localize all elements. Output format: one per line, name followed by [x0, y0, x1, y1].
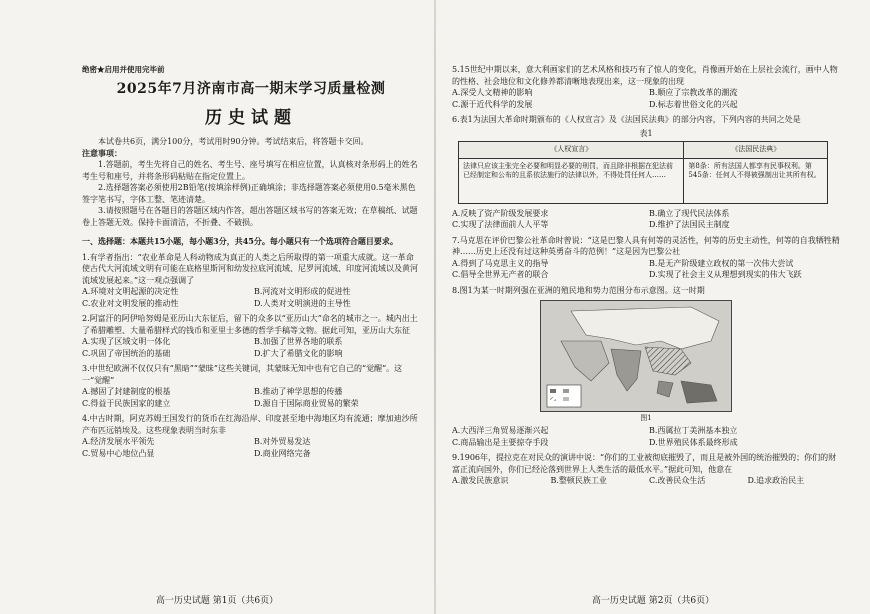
- question-stem: 7.马克思在评价巴黎公社革命时曾说：“这是巴黎人具有何等的灵活性，何等的历史主动性，何等的自我牺牲精神……历史上还没有过这种英勇奋斗的范例！”这是因为巴黎公社: [452, 235, 840, 256]
- question-stem: 3.中世纪欧洲不仅仅只有“黑暗”“蒙昧”这些关键词，其蒙昧无知中也有它自己的“觉醒”。这一“觉醒”: [82, 364, 403, 385]
- question-5: [452, 64, 840, 110]
- option-c: C.源于近代科学的发展: [452, 99, 533, 109]
- exam-title: 2025年7月济南市高一期末学习质量检测: [116, 81, 386, 97]
- option-b: B.对外贸易发达: [254, 437, 311, 446]
- question-4: [82, 413, 420, 459]
- option-c: C.改善民众生活: [649, 476, 706, 485]
- option-c: C.商品输出是主要掠夺手段: [452, 437, 549, 447]
- colonial-map-figure: [540, 300, 732, 412]
- option-a: A.反映了资产阶级发展要求: [452, 208, 549, 218]
- page-footer-right: 高一历史试题 第2页（共6页）: [591, 596, 715, 606]
- option-b: B.顺应了宗教改革的潮流: [649, 88, 738, 97]
- question-stem: 6.表1为法国大革命时期颁布的《人权宣言》及《法国民法典》的部分内容，下列内容的共同之处是: [452, 115, 801, 124]
- option-c: C.贸易中心地位凸显: [82, 448, 155, 458]
- option-d: D.人类对文明演进的主导性: [254, 298, 351, 308]
- option-a: A.经济发展水平领先: [82, 437, 155, 446]
- question-8: [452, 285, 840, 449]
- question-9: [452, 452, 840, 487]
- option-c: C.得益于民族国家的建立: [82, 398, 171, 408]
- table-1: [458, 141, 828, 204]
- option-a: A.撼固了封建制度的根基: [82, 387, 171, 396]
- question-7: [452, 235, 840, 281]
- option-d: D.标志着世俗文化的兴起: [649, 99, 738, 109]
- notice-2: 2.选择题答案必须使用2B铅笔(按填涂样例)正确填涂；非选择题答案必须使用0.5毫米黑色签字笔书写，字体工整、笔迹清楚。: [82, 183, 416, 204]
- map-caption: 图1: [640, 414, 652, 422]
- page-right: [436, 0, 870, 614]
- table-header-1: 《人权宣言》: [459, 141, 684, 158]
- option-b: B.是无产阶级建立政权的第一次伟大尝试: [649, 258, 794, 268]
- notice-heading: 注意事项：: [82, 147, 122, 158]
- notice-3: 3.请按照题号在各题目的答题区域内作答，超出答题区域书写的答案无效；在草稿纸、试题卷上答题无效。保持卡面清洁，不折叠、不破损。: [82, 206, 418, 227]
- question-stem: 8.图1为某一时期列强在亚洲的殖民地和势力范围分布示意图。这一时期: [452, 285, 705, 295]
- option-a: A.环境对文明起源的决定性: [82, 287, 179, 296]
- option-d: D.源自于国际商业贸易的繁荣: [254, 398, 359, 408]
- question-1: [82, 252, 420, 310]
- option-d: D.维护了法国民主制度: [649, 220, 730, 229]
- question-stem: 4.中古时期，阿克苏姆王国发行的货币在红海沿岸、印度甚至地中海地区均有流通；摩加迪沙所产布匹远销埃及。这些现象表明当时东非: [82, 414, 418, 435]
- secret-label: 绝密★启用并使用完毕前: [82, 65, 165, 74]
- option-d: D.实现了社会主义从理想到现实的伟大飞跃: [649, 270, 802, 279]
- subject-title: 历史试题: [205, 108, 297, 128]
- notice-1: 1.答题前，考生先将自己的姓名、考生号、座号填写在相应位置，认真核对条形码上的姓名考生号和座号，并将条形码粘贴在指定位置上。: [82, 160, 418, 181]
- option-c: C.农业对文明发展的推动性: [82, 298, 179, 308]
- option-a: A.实现了区域文明一体化: [82, 337, 171, 346]
- option-d: D.世界殖民体系最终形成: [649, 437, 738, 447]
- question-3: [82, 363, 420, 409]
- question-stem: 1.有学者指出：“农业革命是人科动物成为真正的人类之后所取得的第一项重大成就。这一革命使古代大河流域文明有可能在底格里斯河和幼发拉底河流域、尼罗河流域、印度河流域以及黄河流域发展起来。”这一观点强调了: [82, 252, 418, 285]
- exam-intro: 本试卷共6页，满分100分，考试用时90分钟。考试结束后，将答题卡交回。: [98, 137, 369, 146]
- option-a: A.激发民族意识: [452, 476, 509, 485]
- table-caption: 表1: [639, 128, 653, 138]
- option-c: C.实现了法律面前人人平等: [452, 220, 549, 229]
- option-a: A.得到了马克思主义的指导: [452, 258, 549, 268]
- option-d: D.扩大了希腊文化的影响: [254, 348, 343, 358]
- section-heading: 一、选择题：本题共15小题，每小题3分，共45分。每小题只有一个选项符合题目要求。: [82, 236, 398, 246]
- option-b: B.确立了现代民法体系: [649, 208, 730, 218]
- option-d: D.商业网络完备: [254, 448, 311, 458]
- question-stem: 2.阿富汗的阿伊哈努姆是亚历山大东征后，留下的众多以“亚历山大”命名的城市之一。城内出土了希腊雕塑、大量希腊样式的钱币和亚里士多德的哲学手稿等文物。据此可知，亚历山大东征: [82, 314, 418, 335]
- option-a: A.大西洋三角贸易逐渐兴起: [452, 426, 549, 435]
- option-b: B.加强了世界各地的联系: [254, 337, 343, 346]
- option-b: B.推动了神学思想的传播: [254, 387, 343, 396]
- asia-map-illustration: [541, 301, 731, 411]
- table-header-2: 《法国民法典》: [684, 141, 828, 158]
- page-footer-left: 高一历史试题 第1页（共6页）: [155, 596, 279, 606]
- option-d: D.追求政治民主: [747, 476, 805, 485]
- option-b: B.西属拉丁美洲基本独立: [649, 426, 738, 435]
- page-left: [0, 0, 434, 614]
- question-2: [82, 313, 420, 359]
- question-6: [452, 114, 840, 231]
- option-b: B.河流对文明形成的促进性: [254, 287, 351, 296]
- option-c: C.巩固了帝国统治的基础: [82, 348, 171, 358]
- question-stem: 9.1906年，提拉克在对民众的演讲中说：“你们的工业被彻底摧毁了，而且是被外国的统治摧毁的；你们的财富正流向国外，你们已经沦落到世界上人类生活的最低水平。”据此可知，他意在: [452, 453, 837, 474]
- option-c: C.倡导全世界无产者的联合: [452, 270, 549, 279]
- table-cell-2: 第8条：所有法国人都享有民事权利。第545条：任何人不得被强制出让其所有权。: [684, 158, 828, 203]
- table-cell-1: 法律只应该主张完全必要和明显必要的刑罚，而且除非根据在犯法前已经制定和公布的且系依法施行的法律以外，不得处罚任何人……: [459, 158, 684, 203]
- question-stem: 5.15世纪中期以来，意大利画家们的艺术风格和技巧有了惊人的变化，肖像画开始在上层社会流行，画中人物的性格、社会地位和文化修养都清晰地表现出来，这一现象的出现: [452, 65, 838, 86]
- option-a: A.深受人文精神的影响: [452, 88, 533, 97]
- option-b: B.整顿民族工业: [550, 476, 607, 485]
